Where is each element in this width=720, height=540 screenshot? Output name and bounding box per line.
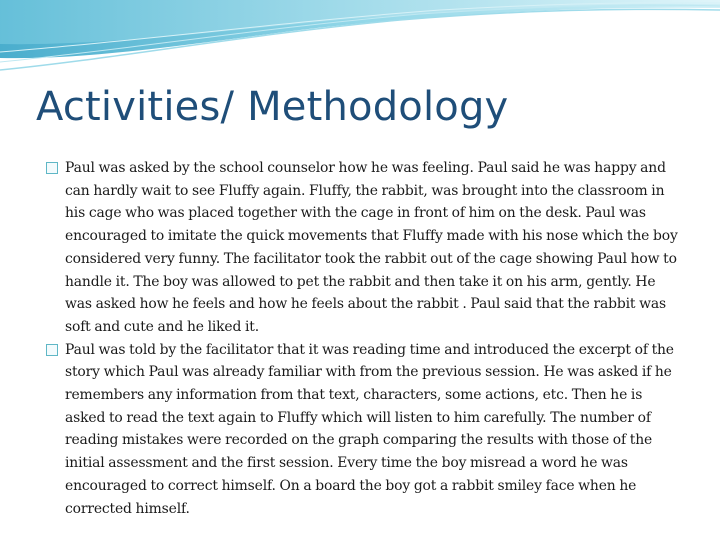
bullet-item: [46, 157, 686, 339]
square-bullet-icon: [46, 344, 58, 356]
header-wave-decoration: [0, 0, 720, 80]
bullet-text: Paul was asked by the school counselor how he was feeling. Paul said he was happy and can hardly wait to see Fluffy again. Fluffy, the rabbit, was brought into the classroom in his cage who was placed together with the cage in front of him on the desk. Paul was encouraged to imitate the quick movements that Fluffy made with his nose which the boy considered very funny. The facilitator took the rabbit out of the cage showing Paul how to handle it. The boy was allowed to pet the rabbit and then take it on his arm, gently. He was asked how he feels and how he feels about the rabbit . Paul said that the rabbit was soft and cute and he liked it.: [65, 160, 678, 335]
bullet-item: [46, 339, 686, 521]
square-bullet-icon: [46, 162, 58, 174]
bullet-text: Paul was told by the facilitator that it was reading time and introduced the excerpt of the story which Paul was already familiar with from the previous session. He was asked if he remembers any information from that text, characters, some actions, etc. Then he is asked to read the text again to Fluffy which will listen to him carefully. The number of reading mistakes were recorded on the graph comparing the results with those of the initial assessment and the first session. Every time the boy misread a word he was encouraged to correct himself. On a board the boy got a rabbit smiley face when he corrected himself.: [65, 341, 674, 517]
bullet-list: [46, 157, 686, 520]
slide-title: Activities/ Methodology: [36, 84, 509, 130]
